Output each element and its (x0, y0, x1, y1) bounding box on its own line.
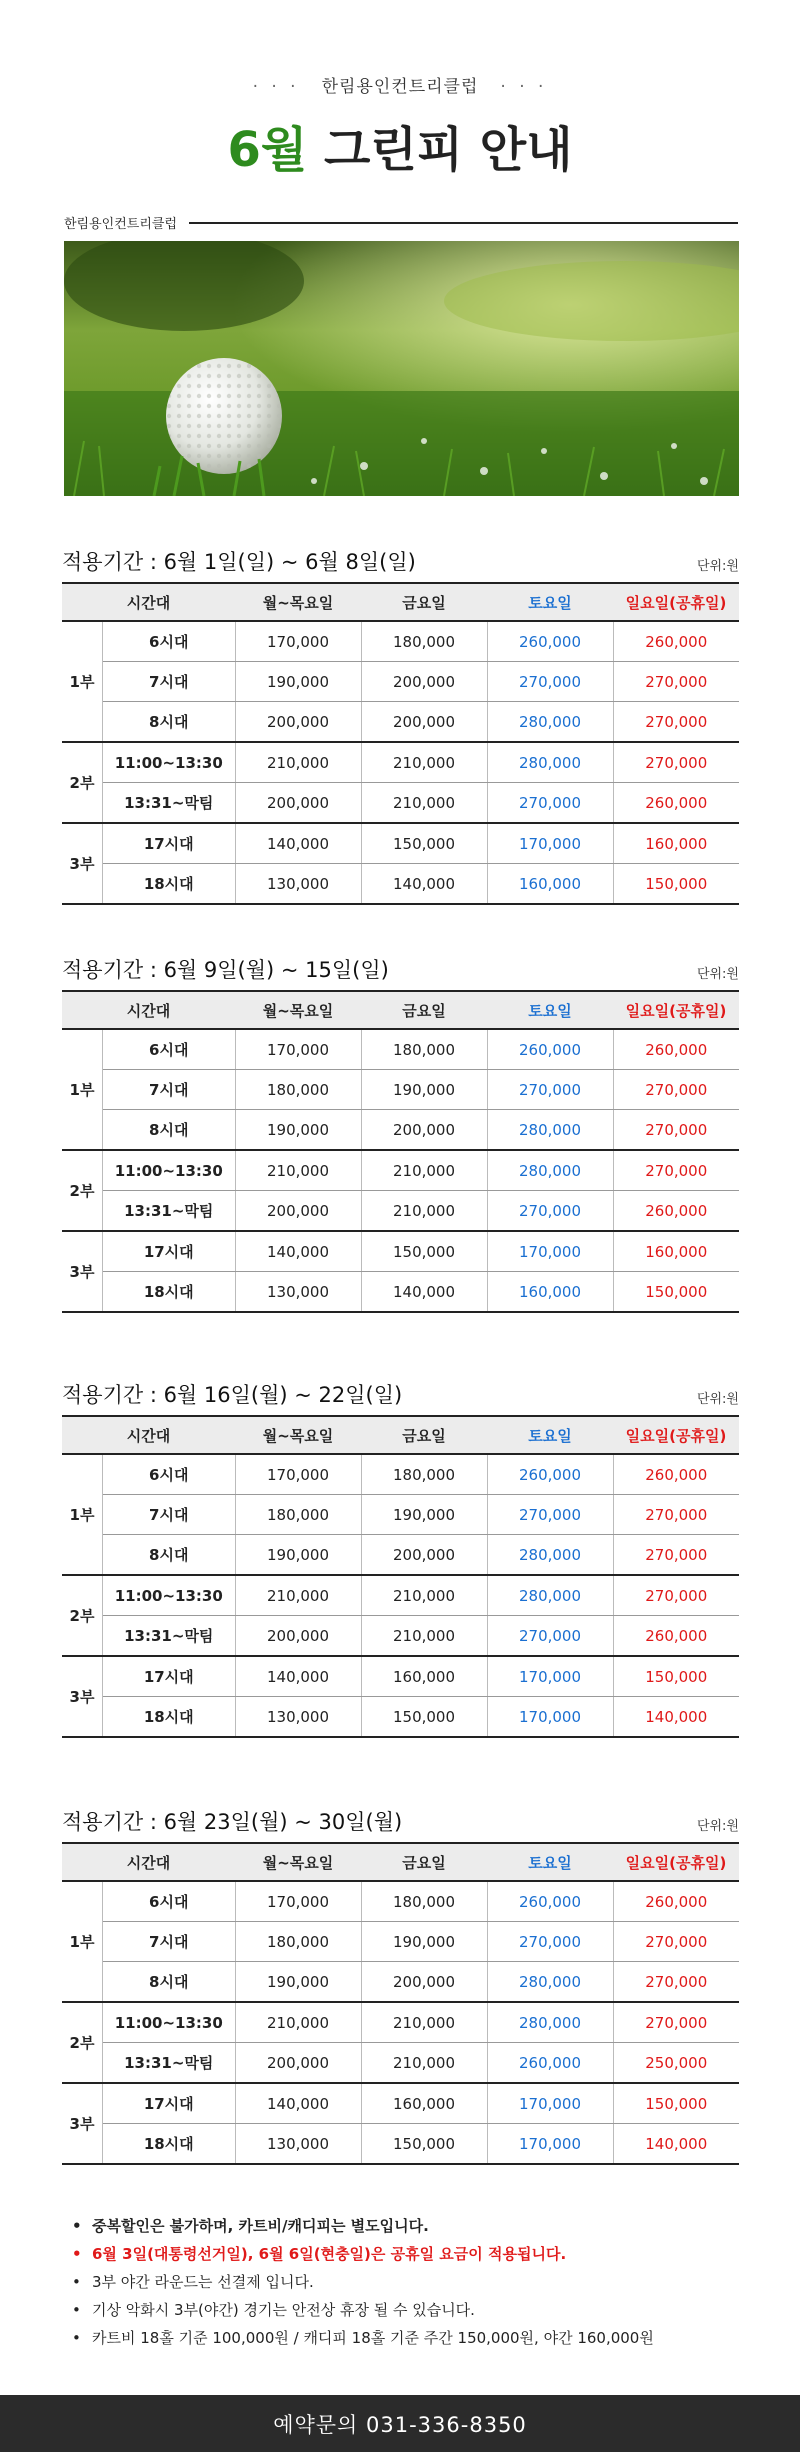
time-slot: 6시대 (103, 621, 236, 662)
time-slot: 13:31~막팀 (103, 783, 236, 824)
note-item: • 기상 악화시 3부(야간) 경기는 안전상 휴장 될 수 있습니다. (72, 2296, 732, 2324)
column-header: 월~목요일 (235, 1843, 361, 1881)
weekday-price: 170,000 (235, 1029, 361, 1070)
weekday-price: 130,000 (235, 1697, 361, 1738)
section-header (62, 1373, 739, 1409)
saturday-price: 270,000 (487, 1616, 613, 1657)
club-name-top (0, 72, 800, 97)
weekday-price: 190,000 (235, 1535, 361, 1576)
sunday-price: 270,000 (613, 1575, 739, 1616)
table-row (62, 1535, 739, 1576)
time-slot: 8시대 (103, 1962, 236, 2003)
sunday-price: 270,000 (613, 1110, 739, 1151)
unit-label: 단위:원 (696, 1392, 739, 1407)
time-slot: 11:00~13:30 (103, 742, 236, 783)
time-slot: 13:31~막팀 (103, 2043, 236, 2084)
time-slot: 7시대 (103, 1070, 236, 1110)
column-header: 시간대 (62, 583, 235, 621)
friday-price: 160,000 (361, 1656, 487, 1697)
column-header: 일요일(공휴일) (613, 1416, 739, 1454)
unit-label: 단위:원 (696, 1819, 739, 1834)
friday-price: 180,000 (361, 1029, 487, 1070)
part-label: 2부 (62, 1575, 103, 1656)
column-header: 월~목요일 (235, 1416, 361, 1454)
notes-list (72, 2212, 732, 2352)
friday-price: 190,000 (361, 1922, 487, 1962)
saturday-price: 260,000 (487, 621, 613, 662)
price-table (62, 990, 739, 1313)
table-row (62, 1656, 739, 1697)
section-header (62, 948, 739, 984)
column-header: 토요일 (487, 583, 613, 621)
page-header (0, 0, 800, 180)
time-slot: 11:00~13:30 (103, 1575, 236, 1616)
sunday-price: 140,000 (613, 1697, 739, 1738)
weekday-price: 180,000 (235, 1495, 361, 1535)
table-row (62, 1575, 739, 1616)
friday-price: 200,000 (361, 662, 487, 702)
saturday-price: 260,000 (487, 1454, 613, 1495)
table-row (62, 1922, 739, 1962)
saturday-price: 170,000 (487, 1656, 613, 1697)
saturday-price: 270,000 (487, 1070, 613, 1110)
page-title (0, 111, 800, 180)
friday-price: 210,000 (361, 1150, 487, 1191)
part-label: 1부 (62, 1454, 103, 1575)
weekday-price: 200,000 (235, 702, 361, 743)
saturday-price: 260,000 (487, 1881, 613, 1922)
weekday-price: 190,000 (235, 1110, 361, 1151)
sunday-price: 270,000 (613, 662, 739, 702)
sunday-price: 150,000 (613, 1272, 739, 1313)
friday-price: 200,000 (361, 1535, 487, 1576)
friday-price: 210,000 (361, 1575, 487, 1616)
title-month: 6월 (227, 122, 308, 178)
weekday-price: 190,000 (235, 662, 361, 702)
weekday-price: 180,000 (235, 1070, 361, 1110)
table-row (62, 1150, 739, 1191)
weekday-price: 140,000 (235, 1231, 361, 1272)
table-header-row (62, 1843, 739, 1881)
friday-price: 180,000 (361, 1454, 487, 1495)
saturday-price: 280,000 (487, 1110, 613, 1151)
unit-label: 단위:원 (696, 967, 739, 982)
sunday-price: 150,000 (613, 864, 739, 905)
sunday-price: 260,000 (613, 1881, 739, 1922)
period-title: 적용기간 : 6월 9일(월) ~ 15일(일) (62, 958, 389, 982)
weekday-price: 210,000 (235, 1575, 361, 1616)
friday-price: 200,000 (361, 1110, 487, 1151)
table-row (62, 2002, 739, 2043)
weekday-price: 170,000 (235, 1881, 361, 1922)
table-row (62, 1962, 739, 2003)
weekday-price: 140,000 (235, 823, 361, 864)
table-row (62, 1616, 739, 1657)
table-header-row (62, 1416, 739, 1454)
title-text: 그린피 안내 (323, 122, 573, 178)
sunday-price: 270,000 (613, 702, 739, 743)
sunday-price: 260,000 (613, 1454, 739, 1495)
column-header: 월~목요일 (235, 583, 361, 621)
period-title: 적용기간 : 6월 23일(월) ~ 30일(월) (62, 1810, 403, 1834)
time-slot: 18시대 (103, 1697, 236, 1738)
column-header: 시간대 (62, 1843, 235, 1881)
friday-price: 140,000 (361, 864, 487, 905)
reservation-footer[interactable] (0, 2395, 800, 2452)
weekday-price: 170,000 (235, 1454, 361, 1495)
friday-price: 210,000 (361, 1191, 487, 1232)
time-slot: 17시대 (103, 823, 236, 864)
sunday-price: 270,000 (613, 1070, 739, 1110)
club-label-row (64, 213, 738, 232)
column-header: 금요일 (361, 991, 487, 1029)
column-header: 금요일 (361, 583, 487, 621)
friday-price: 180,000 (361, 621, 487, 662)
table-row (62, 1110, 739, 1151)
friday-price: 200,000 (361, 1962, 487, 2003)
friday-price: 210,000 (361, 1616, 487, 1657)
part-label: 3부 (62, 1656, 103, 1737)
table-row (62, 823, 739, 864)
sunday-price: 150,000 (613, 1656, 739, 1697)
time-slot: 17시대 (103, 1231, 236, 1272)
saturday-price: 270,000 (487, 1922, 613, 1962)
table-row (62, 702, 739, 743)
note-item: • 3부 야간 라운드는 선결제 입니다. (72, 2268, 732, 2296)
period-title: 적용기간 : 6월 16일(월) ~ 22일(일) (62, 1383, 403, 1407)
time-slot: 7시대 (103, 662, 236, 702)
time-slot: 18시대 (103, 864, 236, 905)
column-header: 금요일 (361, 1416, 487, 1454)
table-row (62, 1454, 739, 1495)
weekday-price: 210,000 (235, 742, 361, 783)
time-slot: 6시대 (103, 1454, 236, 1495)
sunday-price: 260,000 (613, 1191, 739, 1232)
friday-price: 150,000 (361, 823, 487, 864)
reservation-phone[interactable]: 예약문의 031-336-8350 (273, 2412, 527, 2437)
sunday-price: 270,000 (613, 1150, 739, 1191)
price-section-1 (62, 540, 739, 905)
column-header: 시간대 (62, 1416, 235, 1454)
club-name: 한림용인컨트리클럽 (321, 77, 479, 97)
part-label: 3부 (62, 823, 103, 904)
saturday-price: 280,000 (487, 742, 613, 783)
decor-dots-left: · · · (252, 77, 300, 97)
weekday-price: 200,000 (235, 1191, 361, 1232)
friday-price: 210,000 (361, 783, 487, 824)
table-row (62, 621, 739, 662)
time-slot: 8시대 (103, 702, 236, 743)
sunday-price: 260,000 (613, 783, 739, 824)
part-label: 1부 (62, 1029, 103, 1150)
saturday-price: 170,000 (487, 1697, 613, 1738)
weekday-price: 130,000 (235, 864, 361, 905)
time-slot: 8시대 (103, 1535, 236, 1576)
table-row (62, 783, 739, 824)
weekday-price: 170,000 (235, 621, 361, 662)
weekday-price: 200,000 (235, 783, 361, 824)
friday-price: 140,000 (361, 1272, 487, 1313)
weekday-price: 210,000 (235, 1150, 361, 1191)
column-header: 토요일 (487, 1416, 613, 1454)
table-row (62, 1881, 739, 1922)
weekday-price: 140,000 (235, 2083, 361, 2124)
saturday-price: 170,000 (487, 823, 613, 864)
part-label: 1부 (62, 1881, 103, 2002)
saturday-price: 270,000 (487, 1495, 613, 1535)
unit-label: 단위:원 (696, 559, 739, 574)
price-section-4 (62, 1800, 739, 2165)
part-label: 2부 (62, 2002, 103, 2083)
club-label: 한림용인컨트리클럽 (64, 217, 178, 232)
note-item: • 카트비 18홀 기준 100,000원 / 캐디피 18홀 기준 주간 150,000원, 야간 160,000원 (72, 2324, 732, 2352)
weekday-price: 190,000 (235, 1962, 361, 2003)
saturday-price: 280,000 (487, 702, 613, 743)
price-section-3 (62, 1373, 739, 1738)
saturday-price: 260,000 (487, 2043, 613, 2084)
saturday-price: 170,000 (487, 2124, 613, 2165)
sunday-price: 270,000 (613, 1535, 739, 1576)
golf-ball-photo-icon (64, 241, 739, 496)
table-row (62, 1495, 739, 1535)
table-row (62, 742, 739, 783)
divider-line (189, 222, 738, 224)
table-header-row (62, 583, 739, 621)
friday-price: 150,000 (361, 1231, 487, 1272)
saturday-price: 280,000 (487, 2002, 613, 2043)
time-slot: 13:31~막팀 (103, 1191, 236, 1232)
price-table (62, 1415, 739, 1738)
part-label: 3부 (62, 1231, 103, 1312)
note-item: • 6월 3일(대통령선거일), 6월 6일(현충일)은 공휴일 요금이 적용됩니다. (72, 2240, 732, 2268)
sunday-price: 140,000 (613, 2124, 739, 2165)
time-slot: 17시대 (103, 1656, 236, 1697)
weekday-price: 130,000 (235, 2124, 361, 2165)
friday-price: 210,000 (361, 742, 487, 783)
part-label: 2부 (62, 742, 103, 823)
price-table (62, 582, 739, 905)
saturday-price: 260,000 (487, 1029, 613, 1070)
table-row (62, 2083, 739, 2124)
time-slot: 18시대 (103, 2124, 236, 2165)
sunday-price: 270,000 (613, 1495, 739, 1535)
time-slot: 17시대 (103, 2083, 236, 2124)
saturday-price: 160,000 (487, 1272, 613, 1313)
table-row (62, 1070, 739, 1110)
section-header (62, 540, 739, 576)
column-header: 토요일 (487, 991, 613, 1029)
column-header: 시간대 (62, 991, 235, 1029)
note-item: • 중복할인은 불가하며, 카트비/캐디피는 별도입니다. (72, 2212, 732, 2240)
time-slot: 18시대 (103, 1272, 236, 1313)
table-row (62, 662, 739, 702)
saturday-price: 270,000 (487, 1191, 613, 1232)
column-header: 일요일(공휴일) (613, 1843, 739, 1881)
sunday-price: 260,000 (613, 621, 739, 662)
section-header (62, 1800, 739, 1836)
time-slot: 6시대 (103, 1029, 236, 1070)
decor-dots-right: · · · (500, 77, 548, 97)
weekday-price: 200,000 (235, 1616, 361, 1657)
table-row (62, 2043, 739, 2084)
saturday-price: 280,000 (487, 1150, 613, 1191)
saturday-price: 280,000 (487, 1962, 613, 2003)
friday-price: 190,000 (361, 1495, 487, 1535)
saturday-price: 280,000 (487, 1575, 613, 1616)
friday-price: 150,000 (361, 2124, 487, 2165)
friday-price: 190,000 (361, 1070, 487, 1110)
period-title: 적용기간 : 6월 1일(일) ~ 6월 8일(일) (62, 550, 416, 574)
sunday-price: 250,000 (613, 2043, 739, 2084)
time-slot: 13:31~막팀 (103, 1616, 236, 1657)
column-header: 금요일 (361, 1843, 487, 1881)
price-table (62, 1842, 739, 2165)
friday-price: 210,000 (361, 2043, 487, 2084)
sunday-price: 260,000 (613, 1029, 739, 1070)
golf-ball-hero-image (64, 241, 739, 496)
saturday-price: 270,000 (487, 783, 613, 824)
column-header: 월~목요일 (235, 991, 361, 1029)
time-slot: 11:00~13:30 (103, 1150, 236, 1191)
friday-price: 180,000 (361, 1881, 487, 1922)
column-header: 일요일(공휴일) (613, 991, 739, 1029)
sunday-price: 270,000 (613, 1922, 739, 1962)
saturday-price: 160,000 (487, 864, 613, 905)
sunday-price: 150,000 (613, 2083, 739, 2124)
sunday-price: 160,000 (613, 823, 739, 864)
sunday-price: 270,000 (613, 2002, 739, 2043)
table-row (62, 2124, 739, 2165)
saturday-price: 270,000 (487, 662, 613, 702)
sunday-price: 270,000 (613, 1962, 739, 2003)
column-header: 일요일(공휴일) (613, 583, 739, 621)
saturday-price: 170,000 (487, 2083, 613, 2124)
weekday-price: 140,000 (235, 1656, 361, 1697)
friday-price: 150,000 (361, 1697, 487, 1738)
part-label: 1부 (62, 621, 103, 742)
friday-price: 200,000 (361, 702, 487, 743)
table-row (62, 1029, 739, 1070)
weekday-price: 200,000 (235, 2043, 361, 2084)
time-slot: 6시대 (103, 1881, 236, 1922)
time-slot: 11:00~13:30 (103, 2002, 236, 2043)
sunday-price: 160,000 (613, 1231, 739, 1272)
weekday-price: 130,000 (235, 1272, 361, 1313)
time-slot: 8시대 (103, 1110, 236, 1151)
table-row (62, 864, 739, 905)
friday-price: 210,000 (361, 2002, 487, 2043)
saturday-price: 170,000 (487, 1231, 613, 1272)
sunday-price: 270,000 (613, 742, 739, 783)
sunday-price: 260,000 (613, 1616, 739, 1657)
friday-price: 160,000 (361, 2083, 487, 2124)
part-label: 2부 (62, 1150, 103, 1231)
table-row (62, 1697, 739, 1738)
price-section-2 (62, 948, 739, 1313)
table-row (62, 1191, 739, 1232)
weekday-price: 180,000 (235, 1922, 361, 1962)
time-slot: 7시대 (103, 1922, 236, 1962)
table-row (62, 1272, 739, 1313)
saturday-price: 280,000 (487, 1535, 613, 1576)
column-header: 토요일 (487, 1843, 613, 1881)
time-slot: 7시대 (103, 1495, 236, 1535)
weekday-price: 210,000 (235, 2002, 361, 2043)
table-header-row (62, 991, 739, 1029)
part-label: 3부 (62, 2083, 103, 2164)
table-row (62, 1231, 739, 1272)
